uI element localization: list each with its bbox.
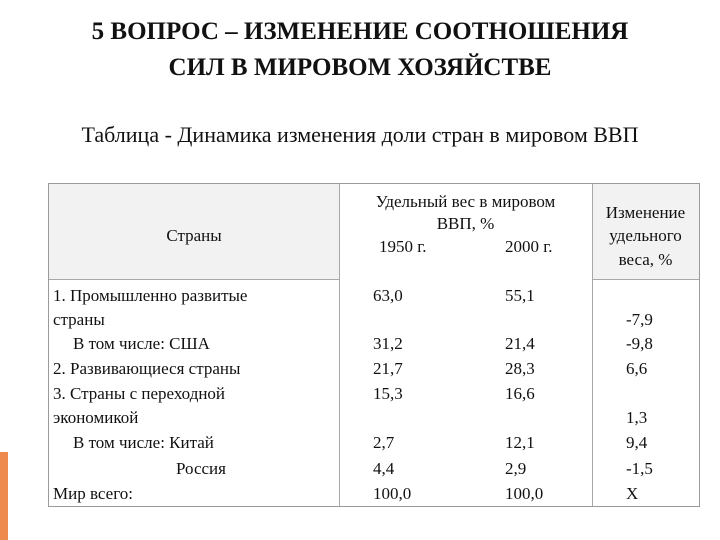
country-transition-line2: экономикой: [53, 408, 139, 427]
page-title: [40, 14, 680, 86]
country-transition-line1: 3. Страны с переходной: [53, 384, 226, 403]
value-1950-transition: 15,3: [373, 384, 403, 403]
country-usa: В том числе: США: [73, 334, 210, 353]
value-1950-usa: 31,2: [373, 334, 403, 353]
country-developed-line1: 1. Промышленно развитые: [53, 286, 248, 305]
header-year-2000: 2000 г.: [505, 237, 553, 256]
header-divider-left: [49, 279, 339, 280]
value-2000-developing: 28,3: [505, 359, 535, 378]
value-2000-world: 100,0: [505, 484, 544, 503]
header-countries: Страны: [166, 226, 222, 245]
data-table: [48, 183, 700, 507]
value-2000-transition: 16,6: [505, 384, 535, 403]
value-2000-china: 12,1: [505, 433, 535, 452]
country-russia: Россия: [176, 459, 226, 478]
header-change-line3: веса, %: [618, 250, 673, 269]
change-russia: -1,5: [626, 459, 653, 478]
change-developed: -7,9: [626, 310, 653, 329]
header-share-line2: ВВП, %: [436, 214, 495, 233]
header-year-1950: 1950 г.: [379, 237, 427, 256]
country-developing: 2. Развивающиеся страны: [53, 359, 241, 378]
accent-bar: [0, 452, 8, 540]
value-1950-developing: 21,7: [373, 359, 403, 378]
title-line-2: СИЛ В МИРОВОМ ХОЗЯЙСТВЕ: [168, 54, 552, 81]
header-divider-right: [592, 279, 699, 280]
value-1950-developed: 63,0: [373, 286, 403, 305]
value-2000-russia: 2,9: [505, 459, 527, 478]
header-share-line1: Удельный вес в мировом: [375, 192, 556, 211]
table-caption: Таблица - Динамика изменения доли стран в мировом ВВП: [81, 122, 639, 147]
header-change-line1: Изменение: [605, 203, 686, 222]
country-developed-line2: страны: [53, 310, 105, 329]
change-transition: 1,3: [626, 408, 648, 427]
title-line-1: 5 ВОПРОС – ИЗМЕНЕНИЕ СООТНОШЕНИЯ: [91, 18, 629, 45]
change-developing: 6,6: [626, 359, 648, 378]
value-1950-world: 100,0: [373, 484, 412, 503]
country-china: В том числе: Китай: [73, 433, 214, 452]
value-2000-usa: 21,4: [505, 334, 535, 353]
country-world-total: Мир всего:: [53, 484, 133, 503]
header-change-line2: удельного: [609, 226, 682, 245]
change-china: 9,4: [626, 433, 648, 452]
change-world: Х: [626, 484, 639, 503]
value-1950-china: 2,7: [373, 433, 395, 452]
value-1950-russia: 4,4: [373, 459, 395, 478]
change-usa: -9,8: [626, 334, 653, 353]
value-2000-developed: 55,1: [505, 286, 535, 305]
